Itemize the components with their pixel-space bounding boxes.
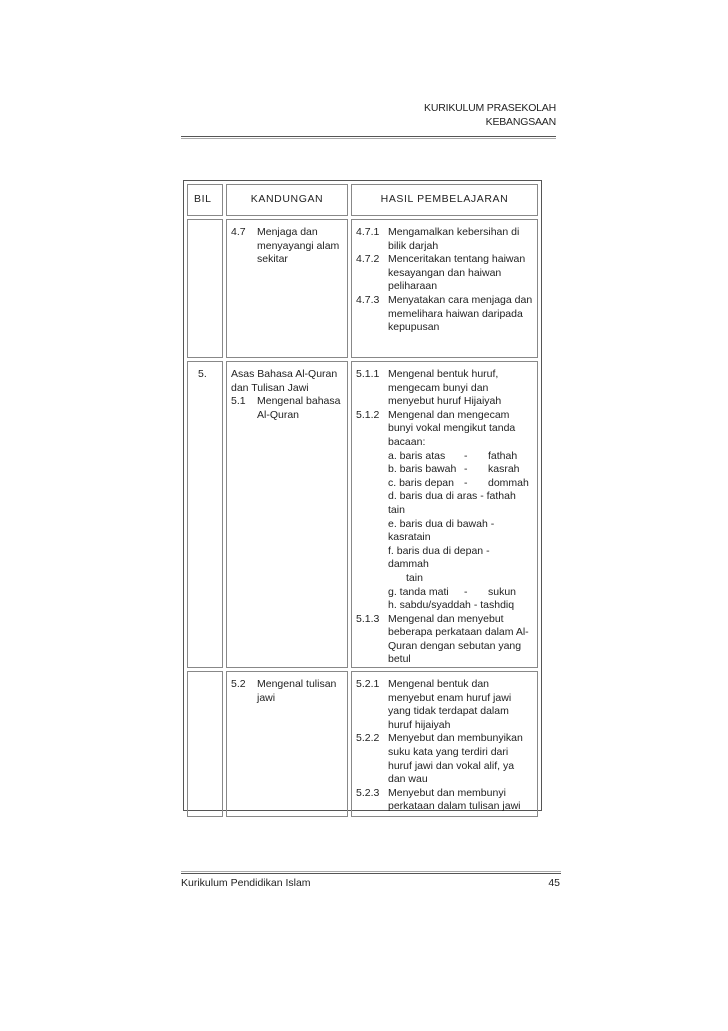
outcome-item: 4.7.3 Menyatakan cara menjaga dan memelihara haiwan daripada kepupusan [356,293,533,334]
cell-hasil [351,219,538,358]
footer-title: Kurikulum Pendidikan Islam [181,877,311,889]
table-row [187,219,538,358]
cell-bil: 5. [187,361,223,668]
vowel-line: g. tanda mati - sukun [388,585,517,598]
outcome-item: 4.7.2 Menceritakan tentang haiwan kesayangan dan haiwan peliharaan [356,253,526,293]
table-row [187,671,538,817]
col-header-bil: BIL [187,184,223,216]
running-header [424,101,556,129]
header-line-1: KURIKULUM PRASEKOLAH [424,102,556,114]
footer-rule [181,871,561,874]
content-item: 5.2 Mengenal tulisan jawi [231,678,337,704]
content-item: 4.7 Menjaga dan menyayangi alam sekitar [231,226,340,266]
table-row [187,361,538,668]
vowel-line: c. baris depan - dommah [388,476,529,489]
page-number: 45 [548,877,560,889]
outcome-item: 5.1.3 Mengenal dan menyebut beberapa perkataan dalam Al-Quran dengan sebutan yang betul [356,612,529,666]
col-header-hasil: HASIL PEMBELAJARAN [351,184,538,216]
cell-kandungan [226,361,348,668]
outcome-item: 5.1.2 Mengenal dan mengecam bunyi vokal mengikut tanda bacaan: a. baris atas - fathah b. baris bawah - kasrah c. baris depan - dommah d. baris dua di aras - fathah tain e. baris dua di bawah - kasratain f. baris dua di depan - dammah tain g. tanda mati - sukun h. sabdu/syaddah - tashdiq [356,409,533,613]
outcome-item: 5.2.1 Mengenal bentuk dan menyebut enam huruf jawi yang tidak terdapat dalam huruf hijaiyah [356,678,512,731]
vowel-line: d. baris dua di aras - fathah tain [388,490,516,516]
cell-bil [187,671,223,817]
outcome-item: 5.2.3 Menyebut dan membunyi perkataan dalam tulisan jawi [356,786,521,813]
vowel-line: b. baris bawah - kasrah [388,463,520,476]
table-header-row [187,184,538,216]
cell-kandungan [226,671,348,817]
content-item: 5.1 Mengenal bahasa Al-Quran [231,395,341,421]
header-rule [181,136,556,139]
curriculum-table [183,180,542,811]
vowel-line: a. baris atas - fathah [388,449,518,462]
vowel-line: tain [406,571,423,584]
outcome-item: 5.1.1 Mengenal bentuk huruf, mengecam bunyi dan menyebut huruf Hijaiyah [356,368,502,408]
header-line-2: KEBANGSAAN [485,116,556,128]
cell-kandungan [226,219,348,358]
outcome-item: 4.7.1 Mengamalkan kebersihan di bilik darjah [356,226,520,252]
vowel-line: e. baris dua di bawah - kasratain [388,517,495,544]
outcome-item: 5.2.2 Menyebut dan membunyikan suku kata yang terdiri dari huruf jawi dan vokal alif, ya dan wau [356,732,523,786]
col-header-kandungan: KANDUNGAN [226,184,348,216]
vowel-line: f. baris dua di depan - dammah [388,544,490,571]
cell-hasil [351,361,538,668]
cell-bil [187,219,223,358]
content-title: Asas Bahasa Al-Quran dan Tulisan Jawi [231,368,338,394]
cell-hasil [351,671,538,817]
vowel-line: h. sabdu/syaddah - tashdiq [388,599,515,612]
